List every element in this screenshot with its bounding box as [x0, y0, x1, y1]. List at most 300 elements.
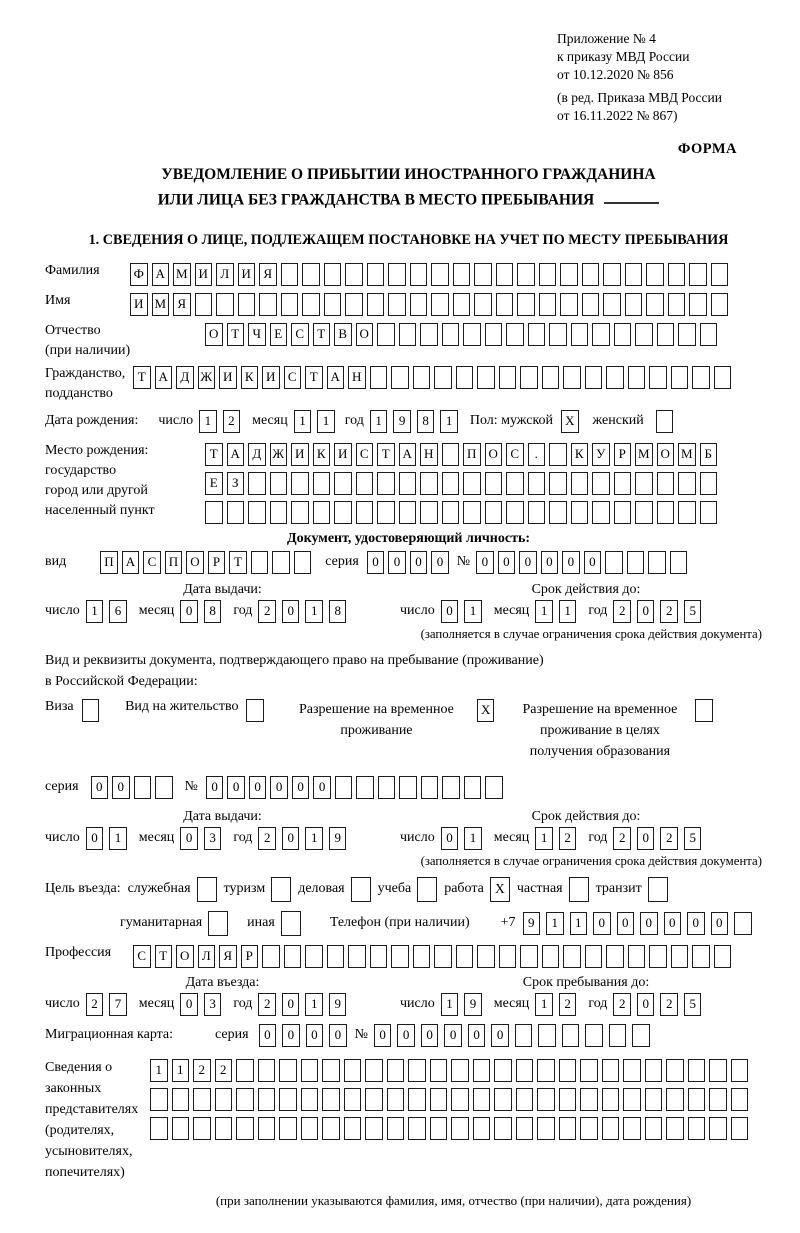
- char-cell[interactable]: Т: [205, 443, 223, 466]
- char-cell[interactable]: [195, 293, 213, 316]
- char-cell[interactable]: 0: [180, 827, 198, 850]
- char-cell[interactable]: [688, 1117, 706, 1140]
- char-cell[interactable]: [279, 1088, 297, 1111]
- char-cell[interactable]: [270, 501, 288, 524]
- char-cell[interactable]: [473, 1088, 491, 1111]
- char-cell[interactable]: [259, 293, 277, 316]
- char-cell[interactable]: П: [463, 443, 481, 466]
- char-cell[interactable]: [700, 501, 718, 524]
- char-cell[interactable]: [258, 1088, 276, 1111]
- char-cell[interactable]: 0: [441, 600, 459, 623]
- char-cell[interactable]: [377, 472, 395, 495]
- char-cell[interactable]: 1: [199, 410, 217, 433]
- char-cell[interactable]: [215, 1117, 233, 1140]
- char-cell[interactable]: X: [561, 410, 579, 433]
- char-cell[interactable]: [456, 366, 474, 389]
- char-cell[interactable]: 0: [282, 1024, 300, 1047]
- char-cell[interactable]: 0: [637, 827, 655, 850]
- resdoc-number-cells[interactable]: [206, 776, 503, 799]
- purpose-checkbox-turizm[interactable]: [271, 877, 291, 902]
- char-cell[interactable]: [635, 323, 653, 346]
- char-cell[interactable]: [731, 1059, 749, 1082]
- char-cell[interactable]: 0: [711, 912, 729, 935]
- iddoc-issue-month[interactable]: [180, 600, 221, 623]
- char-cell[interactable]: [628, 366, 646, 389]
- char-cell[interactable]: [563, 366, 581, 389]
- char-cell[interactable]: [585, 1024, 603, 1047]
- char-cell[interactable]: А: [152, 263, 170, 286]
- char-cell[interactable]: [281, 263, 299, 286]
- char-cell[interactable]: 1: [535, 993, 553, 1016]
- birth-year-cells[interactable]: [370, 410, 458, 433]
- char-cell[interactable]: [464, 776, 482, 799]
- char-cell[interactable]: 0: [329, 1024, 347, 1047]
- char-cell[interactable]: [322, 1059, 340, 1082]
- purpose-checkbox-gumanitarnaya[interactable]: [208, 911, 228, 936]
- char-cell[interactable]: [635, 472, 653, 495]
- char-cell[interactable]: [539, 293, 557, 316]
- char-cell[interactable]: [623, 1117, 641, 1140]
- char-cell[interactable]: [344, 1059, 362, 1082]
- char-cell[interactable]: 0: [491, 1024, 509, 1047]
- char-cell[interactable]: [463, 323, 481, 346]
- char-cell[interactable]: [327, 945, 345, 968]
- char-cell[interactable]: Е: [205, 472, 223, 495]
- char-cell[interactable]: 0: [519, 551, 537, 574]
- entry-day[interactable]: [86, 993, 127, 1016]
- char-cell[interactable]: [399, 472, 417, 495]
- char-cell[interactable]: [334, 501, 352, 524]
- char-cell[interactable]: 0: [374, 1024, 392, 1047]
- char-cell[interactable]: [344, 1117, 362, 1140]
- char-cell[interactable]: [688, 1059, 706, 1082]
- char-cell[interactable]: [172, 1117, 190, 1140]
- char-cell[interactable]: [451, 1117, 469, 1140]
- stay-day[interactable]: [441, 993, 482, 1016]
- char-cell[interactable]: К: [571, 443, 589, 466]
- char-cell[interactable]: [387, 1117, 405, 1140]
- char-cell[interactable]: [549, 501, 567, 524]
- char-cell[interactable]: [539, 263, 557, 286]
- char-cell[interactable]: [582, 293, 600, 316]
- char-cell[interactable]: Я: [173, 293, 191, 316]
- char-cell[interactable]: [456, 945, 474, 968]
- char-cell[interactable]: 6: [109, 600, 127, 623]
- char-cell[interactable]: [562, 1024, 580, 1047]
- char-cell[interactable]: [592, 501, 610, 524]
- patronymic-cells[interactable]: [205, 323, 717, 346]
- char-cell[interactable]: 9: [464, 993, 482, 1016]
- char-cell[interactable]: [580, 1088, 598, 1111]
- char-cell[interactable]: X: [477, 699, 495, 722]
- char-cell[interactable]: 1: [305, 827, 323, 850]
- char-cell[interactable]: [506, 323, 524, 346]
- char-cell[interactable]: 8: [417, 410, 435, 433]
- char-cell[interactable]: [453, 293, 471, 316]
- char-cell[interactable]: [709, 1117, 727, 1140]
- char-cell[interactable]: [236, 1088, 254, 1111]
- char-cell[interactable]: [549, 323, 567, 346]
- char-cell[interactable]: [528, 323, 546, 346]
- char-cell[interactable]: [678, 472, 696, 495]
- char-cell[interactable]: С: [506, 443, 524, 466]
- char-cell[interactable]: 9: [329, 993, 347, 1016]
- char-cell[interactable]: 1: [546, 912, 564, 935]
- char-cell[interactable]: [625, 293, 643, 316]
- char-cell[interactable]: А: [122, 551, 140, 574]
- char-cell[interactable]: [645, 1088, 663, 1111]
- char-cell[interactable]: 2: [223, 410, 241, 433]
- char-cell[interactable]: [442, 776, 460, 799]
- char-cell[interactable]: А: [399, 443, 417, 466]
- char-cell[interactable]: [474, 293, 492, 316]
- char-cell[interactable]: 5: [684, 827, 702, 850]
- char-cell[interactable]: Р: [208, 551, 226, 574]
- entry-month[interactable]: [180, 993, 221, 1016]
- char-cell[interactable]: [671, 366, 689, 389]
- char-cell[interactable]: [627, 551, 645, 574]
- citizenship-cells[interactable]: [133, 366, 731, 389]
- char-cell[interactable]: О: [657, 443, 675, 466]
- char-cell[interactable]: 0: [91, 776, 109, 799]
- char-cell[interactable]: [399, 776, 417, 799]
- char-cell[interactable]: [485, 776, 503, 799]
- resdoc-issue-month[interactable]: [180, 827, 221, 850]
- char-cell[interactable]: Ф: [130, 263, 148, 286]
- char-cell[interactable]: [430, 1088, 448, 1111]
- char-cell[interactable]: [388, 263, 406, 286]
- char-cell[interactable]: [172, 1088, 190, 1111]
- char-cell[interactable]: 0: [180, 993, 198, 1016]
- char-cell[interactable]: 0: [270, 776, 288, 799]
- char-cell[interactable]: 1: [441, 993, 459, 1016]
- char-cell[interactable]: 2: [559, 827, 577, 850]
- char-cell[interactable]: А: [327, 366, 345, 389]
- char-cell[interactable]: [451, 1059, 469, 1082]
- char-cell[interactable]: 0: [206, 776, 224, 799]
- char-cell[interactable]: 0: [282, 827, 300, 850]
- birthplace-cells-row3[interactable]: [205, 501, 717, 524]
- char-cell[interactable]: [258, 1059, 276, 1082]
- char-cell[interactable]: 0: [637, 993, 655, 1016]
- phone-cells[interactable]: [523, 912, 752, 935]
- char-cell[interactable]: 9: [329, 827, 347, 850]
- char-cell[interactable]: 0: [367, 551, 385, 574]
- char-cell[interactable]: [248, 501, 266, 524]
- char-cell[interactable]: [542, 945, 560, 968]
- char-cell[interactable]: [549, 443, 567, 466]
- char-cell[interactable]: [516, 1088, 534, 1111]
- char-cell[interactable]: [585, 366, 603, 389]
- char-cell[interactable]: [420, 472, 438, 495]
- char-cell[interactable]: [614, 472, 632, 495]
- char-cell[interactable]: 0: [617, 912, 635, 935]
- char-cell[interactable]: И: [195, 263, 213, 286]
- birthplace-cells-row2[interactable]: [205, 472, 717, 495]
- char-cell[interactable]: [365, 1088, 383, 1111]
- char-cell[interactable]: 0: [306, 1024, 324, 1047]
- char-cell[interactable]: [370, 366, 388, 389]
- char-cell[interactable]: Я: [219, 945, 237, 968]
- char-cell[interactable]: [602, 1117, 620, 1140]
- char-cell[interactable]: [559, 1117, 577, 1140]
- char-cell[interactable]: 0: [476, 551, 494, 574]
- purpose-checkbox-chastnaya[interactable]: [569, 877, 589, 902]
- char-cell[interactable]: [646, 293, 664, 316]
- char-cell[interactable]: И: [334, 443, 352, 466]
- char-cell[interactable]: [442, 501, 460, 524]
- char-cell[interactable]: 3: [204, 827, 222, 850]
- char-cell[interactable]: 9: [523, 912, 541, 935]
- char-cell[interactable]: 2: [258, 600, 276, 623]
- char-cell[interactable]: [291, 501, 309, 524]
- char-cell[interactable]: [528, 472, 546, 495]
- char-cell[interactable]: 0: [562, 551, 580, 574]
- char-cell[interactable]: [605, 551, 623, 574]
- char-cell[interactable]: [377, 323, 395, 346]
- char-cell[interactable]: [302, 263, 320, 286]
- char-cell[interactable]: Т: [133, 366, 151, 389]
- char-cell[interactable]: Д: [176, 366, 194, 389]
- char-cell[interactable]: [301, 1088, 319, 1111]
- char-cell[interactable]: [150, 1117, 168, 1140]
- char-cell[interactable]: Ч: [248, 323, 266, 346]
- char-cell[interactable]: [391, 945, 409, 968]
- char-cell[interactable]: [367, 293, 385, 316]
- char-cell[interactable]: [571, 501, 589, 524]
- char-cell[interactable]: [442, 472, 460, 495]
- char-cell[interactable]: [499, 366, 517, 389]
- char-cell[interactable]: С: [291, 323, 309, 346]
- char-cell[interactable]: [657, 323, 675, 346]
- char-cell[interactable]: [367, 263, 385, 286]
- char-cell[interactable]: [356, 776, 374, 799]
- stay-year[interactable]: [613, 993, 701, 1016]
- purpose-checkbox-tranzit[interactable]: [648, 877, 668, 902]
- char-cell[interactable]: С: [143, 551, 161, 574]
- guardians-cells-row1[interactable]: [150, 1059, 748, 1082]
- char-cell[interactable]: 0: [282, 993, 300, 1016]
- char-cell[interactable]: [537, 1088, 555, 1111]
- char-cell[interactable]: Л: [216, 263, 234, 286]
- char-cell[interactable]: [322, 1088, 340, 1111]
- char-cell[interactable]: [692, 366, 710, 389]
- char-cell[interactable]: 1: [370, 410, 388, 433]
- char-cell[interactable]: С: [133, 945, 151, 968]
- char-cell[interactable]: [537, 1059, 555, 1082]
- char-cell[interactable]: [291, 472, 309, 495]
- char-cell[interactable]: И: [130, 293, 148, 316]
- purpose-checkbox-sluzhebnaya[interactable]: [197, 877, 217, 902]
- char-cell[interactable]: [666, 1059, 684, 1082]
- char-cell[interactable]: 0: [687, 912, 705, 935]
- char-cell[interactable]: [442, 443, 460, 466]
- char-cell[interactable]: 0: [421, 1024, 439, 1047]
- char-cell[interactable]: [477, 945, 495, 968]
- char-cell[interactable]: 3: [204, 993, 222, 1016]
- char-cell[interactable]: [516, 1059, 534, 1082]
- char-cell[interactable]: [571, 472, 589, 495]
- char-cell[interactable]: [216, 293, 234, 316]
- char-cell[interactable]: С: [356, 443, 374, 466]
- char-cell[interactable]: [494, 1088, 512, 1111]
- char-cell[interactable]: М: [173, 263, 191, 286]
- char-cell[interactable]: [236, 1059, 254, 1082]
- char-cell[interactable]: [657, 472, 675, 495]
- char-cell[interactable]: [657, 501, 675, 524]
- char-cell[interactable]: [387, 1059, 405, 1082]
- char-cell[interactable]: 5: [684, 600, 702, 623]
- char-cell[interactable]: 2: [613, 827, 631, 850]
- char-cell[interactable]: [345, 263, 363, 286]
- char-cell[interactable]: Т: [229, 551, 247, 574]
- char-cell[interactable]: [585, 945, 603, 968]
- char-cell[interactable]: 0: [397, 1024, 415, 1047]
- char-cell[interactable]: 1: [317, 410, 335, 433]
- char-cell[interactable]: [251, 551, 269, 574]
- char-cell[interactable]: [430, 1117, 448, 1140]
- char-cell[interactable]: [666, 1088, 684, 1111]
- char-cell[interactable]: [603, 263, 621, 286]
- guardians-cells-row3[interactable]: [150, 1117, 748, 1140]
- char-cell[interactable]: [714, 366, 732, 389]
- char-cell[interactable]: [649, 945, 667, 968]
- char-cell[interactable]: [430, 1059, 448, 1082]
- char-cell[interactable]: Ж: [270, 443, 288, 466]
- char-cell[interactable]: [542, 366, 560, 389]
- char-cell[interactable]: [499, 945, 517, 968]
- char-cell[interactable]: Т: [305, 366, 323, 389]
- char-cell[interactable]: О: [485, 443, 503, 466]
- char-cell[interactable]: П: [165, 551, 183, 574]
- entry-year[interactable]: [258, 993, 346, 1016]
- char-cell[interactable]: М: [152, 293, 170, 316]
- char-cell[interactable]: [609, 1024, 627, 1047]
- char-cell[interactable]: [614, 501, 632, 524]
- char-cell[interactable]: [301, 1059, 319, 1082]
- char-cell[interactable]: [272, 551, 290, 574]
- char-cell[interactable]: 0: [86, 827, 104, 850]
- char-cell[interactable]: Т: [313, 323, 331, 346]
- purpose-checkbox-delovaya[interactable]: [351, 877, 371, 902]
- char-cell[interactable]: [215, 1088, 233, 1111]
- char-cell[interactable]: [645, 1059, 663, 1082]
- char-cell[interactable]: 2: [86, 993, 104, 1016]
- char-cell[interactable]: [538, 1024, 556, 1047]
- char-cell[interactable]: 0: [444, 1024, 462, 1047]
- char-cell[interactable]: [625, 263, 643, 286]
- char-cell[interactable]: 0: [584, 551, 602, 574]
- char-cell[interactable]: [645, 1117, 663, 1140]
- char-cell[interactable]: 0: [640, 912, 658, 935]
- char-cell[interactable]: [560, 293, 578, 316]
- char-cell[interactable]: [602, 1059, 620, 1082]
- char-cell[interactable]: 1: [535, 600, 553, 623]
- char-cell[interactable]: [602, 1088, 620, 1111]
- char-cell[interactable]: [399, 501, 417, 524]
- resdoc-seriya-cells[interactable]: [91, 776, 173, 799]
- char-cell[interactable]: 0: [664, 912, 682, 935]
- char-cell[interactable]: 0: [541, 551, 559, 574]
- char-cell[interactable]: 1: [305, 600, 323, 623]
- char-cell[interactable]: 2: [258, 827, 276, 850]
- char-cell[interactable]: 1: [570, 912, 588, 935]
- purpose-checkbox-ucheba[interactable]: [417, 877, 437, 902]
- iddoc-seriya-cells[interactable]: [367, 551, 449, 574]
- char-cell[interactable]: [649, 366, 667, 389]
- char-cell[interactable]: [731, 1088, 749, 1111]
- purpose-checkbox-rabota[interactable]: X: [490, 877, 510, 902]
- char-cell[interactable]: [485, 323, 503, 346]
- resdoc-issue-year[interactable]: [258, 827, 346, 850]
- char-cell[interactable]: [656, 410, 674, 433]
- char-cell[interactable]: Н: [420, 443, 438, 466]
- char-cell[interactable]: [494, 1117, 512, 1140]
- char-cell[interactable]: 5: [684, 993, 702, 1016]
- char-cell[interactable]: 0: [593, 912, 611, 935]
- char-cell[interactable]: [473, 1059, 491, 1082]
- char-cell[interactable]: 1: [464, 827, 482, 850]
- char-cell[interactable]: [434, 945, 452, 968]
- char-cell[interactable]: [688, 1088, 706, 1111]
- char-cell[interactable]: [666, 1117, 684, 1140]
- char-cell[interactable]: [580, 1059, 598, 1082]
- char-cell[interactable]: 0: [112, 776, 130, 799]
- visa-checkbox[interactable]: [82, 699, 100, 722]
- char-cell[interactable]: [344, 1088, 362, 1111]
- char-cell[interactable]: [628, 945, 646, 968]
- migcard-seriya-cells[interactable]: [259, 1024, 347, 1047]
- char-cell[interactable]: [731, 1117, 749, 1140]
- char-cell[interactable]: [279, 1117, 297, 1140]
- char-cell[interactable]: [335, 776, 353, 799]
- iddoc-valid-month[interactable]: [535, 600, 576, 623]
- char-cell[interactable]: [324, 293, 342, 316]
- char-cell[interactable]: [517, 263, 535, 286]
- char-cell[interactable]: [559, 1059, 577, 1082]
- char-cell[interactable]: [506, 472, 524, 495]
- char-cell[interactable]: [678, 501, 696, 524]
- char-cell[interactable]: [506, 501, 524, 524]
- vnz-checkbox[interactable]: [246, 699, 264, 722]
- char-cell[interactable]: [434, 366, 452, 389]
- iddoc-issue-day[interactable]: [86, 600, 127, 623]
- char-cell[interactable]: [692, 945, 710, 968]
- surname-cells[interactable]: [130, 263, 728, 286]
- char-cell[interactable]: [516, 1117, 534, 1140]
- char-cell[interactable]: [82, 699, 100, 722]
- char-cell[interactable]: 2: [660, 993, 678, 1016]
- char-cell[interactable]: 1: [86, 600, 104, 623]
- char-cell[interactable]: [378, 776, 396, 799]
- char-cell[interactable]: [623, 1088, 641, 1111]
- char-cell[interactable]: 0: [313, 776, 331, 799]
- char-cell[interactable]: 0: [292, 776, 310, 799]
- iddoc-valid-year[interactable]: [613, 600, 701, 623]
- char-cell[interactable]: Т: [227, 323, 245, 346]
- resdoc-valid-month[interactable]: [535, 827, 576, 850]
- char-cell[interactable]: П: [100, 551, 118, 574]
- char-cell[interactable]: [408, 1059, 426, 1082]
- char-cell[interactable]: [313, 472, 331, 495]
- char-cell[interactable]: 7: [109, 993, 127, 1016]
- char-cell[interactable]: [410, 293, 428, 316]
- char-cell[interactable]: 0: [227, 776, 245, 799]
- char-cell[interactable]: 8: [329, 600, 347, 623]
- char-cell[interactable]: 0: [468, 1024, 486, 1047]
- char-cell[interactable]: [648, 551, 666, 574]
- char-cell[interactable]: [714, 945, 732, 968]
